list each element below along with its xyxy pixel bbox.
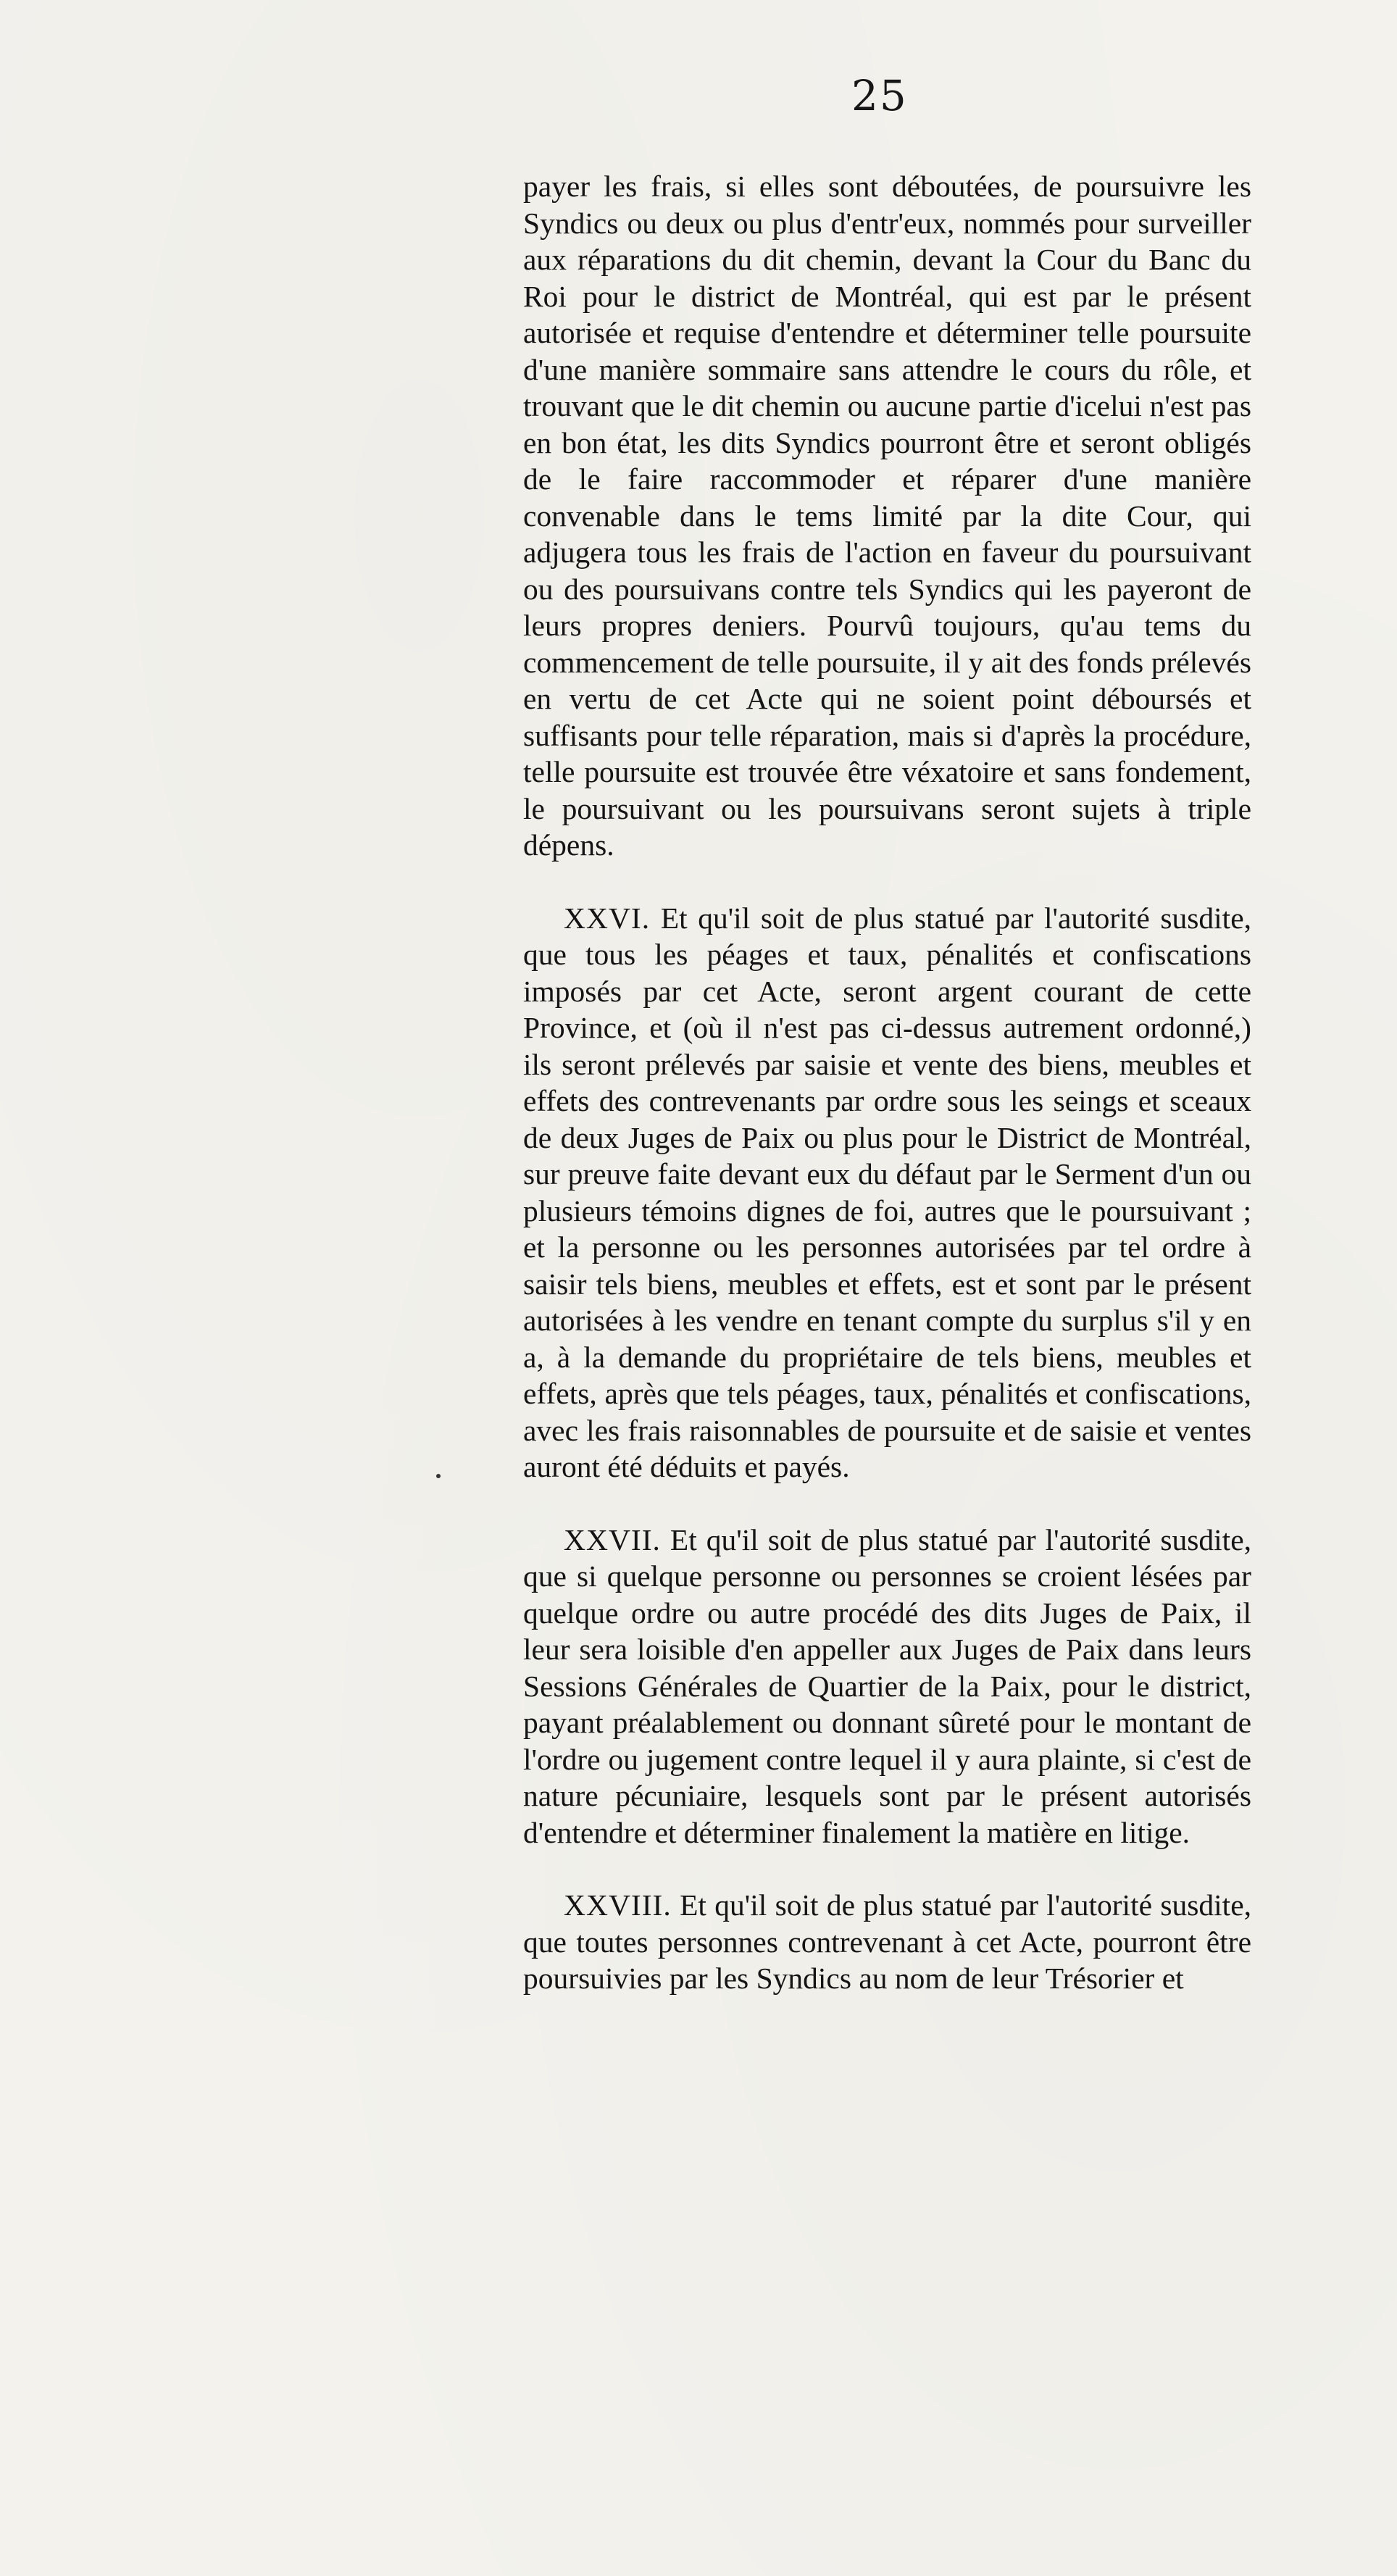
paragraph-section-xxvii xyxy=(523,1522,1251,1851)
body-text xyxy=(523,168,1251,1997)
section-number: XXVI. xyxy=(564,901,651,935)
paragraph-section-xxvi xyxy=(523,900,1251,1485)
paragraph-continuation xyxy=(523,168,1251,864)
paragraph-text: Et qu'il soit de plus statué par l'autorité susdite, que si quelque personne ou personnes se croient lésées par quelque ordre ou autre procédé des dits Juges de Paix, il leur sera loisible d'en appeller aux Juges de Paix dans leurs Sessions Générales de Quartier de la Paix, pour le district, payant préalablement ou donnant sûreté pour le montant de l'ordre ou jugement contre lequel il y aura plainte, si c'est de nature pécuniaire, lesquels sont par le présent autorisés d'entendre et déterminer finalement la matière en litige. xyxy=(523,1522,1252,1849)
paragraph-section-xxviii xyxy=(523,1887,1251,1997)
paragraph-text: Et qu'il soit de plus statué par l'autorité susdite, que toutes personnes contrevenant à cet Acte, pourront être poursuivies par les Syndics au nom de leur Trésorier et xyxy=(523,1888,1251,1995)
paragraph-text: payer les frais, si elles sont déboutées, de poursuivre les Syndics ou deux ou plus d'entr'eux, nommés pour surveiller aux réparations du dit chemin, devant la Cour du Banc du Roi pour le district de Montréal, qui est par le présent autorisée et requise d'entendre et déterminer telle poursuite d'une manière sommaire sans attendre le cours du rôle, et trouvant que le dit chemin ou aucune partie d'icelui n'est pas en bon état, les dits Syndics pourront être et seront obligés de le faire raccommoder et réparer d'une manière convenable dans le tems limité par la dite Cour, qui adjugera tous les frais de l'action en faveur du poursuivant ou des poursuivans contre tels Syndics qui les payeront de leurs propres deniers. Pourvû toujours, qu'au tems du commencement de telle poursuite, il y ait des fonds prélevés en vertu de cet Acte qui ne soient point déboursés et suffisants pour telle réparation, mais si d'après la procédure, telle poursuite est trouvée être véxatoire et sans fondement, le poursuivant ou les poursuivans seront sujets à triple dépens. xyxy=(523,170,1251,862)
ink-speck xyxy=(436,1474,441,1478)
section-number: XXVIII. xyxy=(564,1888,672,1922)
page-number: 25 xyxy=(851,71,908,120)
section-number: XXVII. xyxy=(564,1522,661,1556)
paragraph-text: Et qu'il soit de plus statué par l'autorité susdite, que tous les péages et taux, pénalités et confiscations imposés par cet Acte, seront argent courant de cette Province, et (où il n'est pas ci-dessus autrement ordonné,) ils seront prélevés par saisie et vente des biens, meubles et effets des contrevenants par ordre sous les seings et sceaux de deux Juges de Paix ou plus pour le District de Montréal, sur preuve faite devant eux du défaut par le Serment d'un ou plusieurs témoins dignes de foi, autres que le poursuivant ; et la personne ou les personnes autorisées par tel ordre à saisir tels biens, meubles et effets, est et sont par le présent autorisées à les vendre en tenant compte du surplus s'il y en a, à la demande du propriétaire de tels biens, meubles et effets, après que tels péages, taux, pénalités et confiscations, avec les frais raisonnables de poursuite et de saisie et ventes auront été déduits et payés. xyxy=(523,901,1251,1483)
